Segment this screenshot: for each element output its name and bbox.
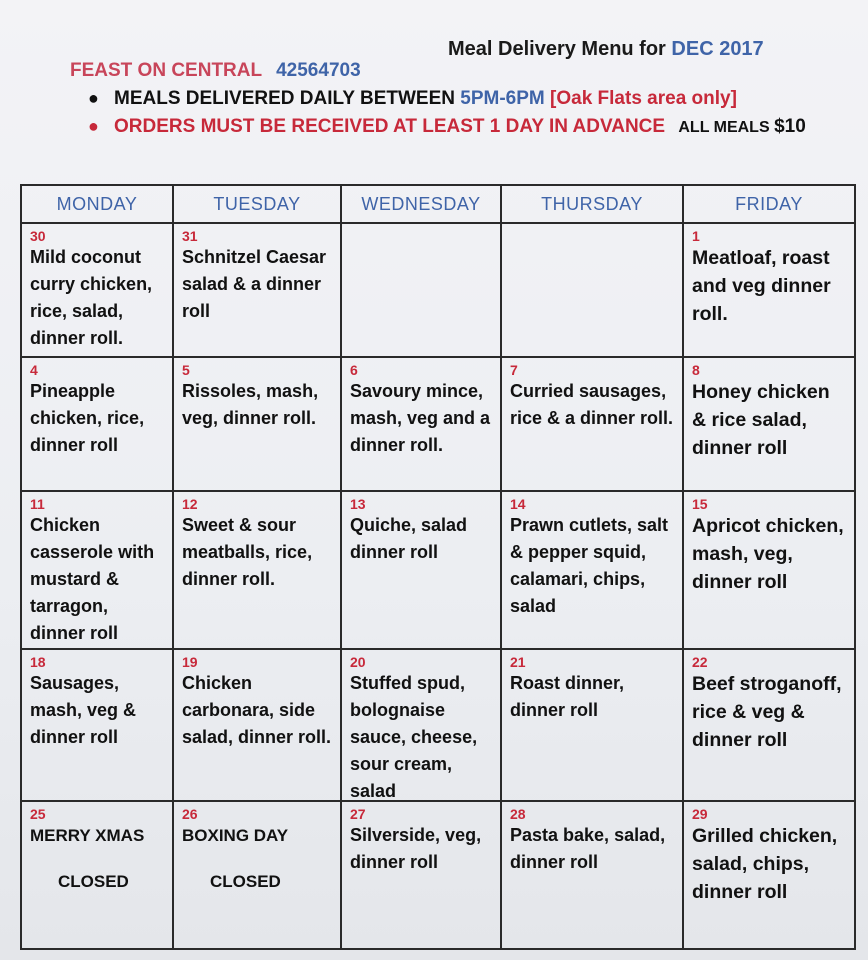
delivery-notes (88, 88, 858, 144)
meal-description: Chicken casserole with mustard & tarragon, dinner roll (30, 515, 155, 643)
weekday-header-monday: MONDAY (22, 186, 174, 224)
meal-description: Prawn cutlets, salt & pepper squid, calamari, chips, salad (510, 515, 669, 616)
day-cell (502, 492, 684, 650)
orders-note (88, 116, 858, 138)
day-number: 20 (350, 654, 366, 670)
day-number: 8 (692, 362, 700, 378)
day-cell (342, 492, 502, 650)
delivery-time: 5PM-6PM (460, 88, 545, 109)
day-number: 13 (350, 496, 366, 512)
meal-description: Roast dinner, dinner roll (510, 673, 625, 720)
day-number: 5 (182, 362, 190, 378)
day-cell (684, 492, 856, 650)
day-cell (684, 224, 856, 358)
day-cell (22, 650, 174, 802)
menu-title-prefix: Meal Delivery Menu for (448, 38, 666, 60)
meal-description: Sweet & sour meatballs, rice, dinner roll. (182, 515, 313, 589)
day-cell (174, 358, 342, 492)
day-cell (174, 492, 342, 650)
day-number: 12 (182, 496, 198, 512)
day-cell (502, 650, 684, 802)
meal-description: Savoury mince, mash, veg and a dinner roll. (350, 381, 491, 455)
delivery-prefix: MEALS DELIVERED DAILY BETWEEN (114, 88, 455, 109)
menu-title-month: DEC 2017 (671, 38, 764, 60)
meal-description: Grilled chicken, salad, chips, dinner roll (692, 825, 838, 903)
day-number: 22 (692, 654, 708, 670)
weekday-header-friday: FRIDAY (684, 186, 856, 224)
meal-description: Schnitzel Caesar salad & a dinner roll (182, 247, 327, 321)
weekday-header-wednesday: WEDNESDAY (342, 186, 502, 224)
day-cell (174, 802, 342, 950)
day-number: 28 (510, 806, 526, 822)
delivery-note (88, 88, 858, 110)
day-number: 1 (692, 228, 700, 244)
day-cell (502, 358, 684, 492)
meal-description: Beef stroganoff, rice & veg & dinner roll (692, 673, 842, 751)
day-cell (684, 358, 856, 492)
day-cell (174, 650, 342, 802)
weekday-header-tuesday: TUESDAY (174, 186, 342, 224)
business-phone: 42564703 (276, 60, 361, 81)
day-cell (684, 650, 856, 802)
meal-description: Rissoles, mash, veg, dinner roll. (182, 381, 319, 428)
day-cell (502, 224, 684, 358)
holiday-name: MERRY XMAS (30, 826, 145, 845)
day-number: 6 (350, 362, 358, 378)
closed-label: CLOSED (58, 872, 129, 891)
day-cell (174, 224, 342, 358)
meal-description: Silverside, veg, dinner roll (350, 825, 482, 872)
price-value: $10 (774, 116, 806, 137)
delivery-area: [Oak Flats area only] (550, 88, 737, 109)
day-number: 4 (30, 362, 38, 378)
day-number: 15 (692, 496, 708, 512)
day-number: 30 (30, 228, 46, 244)
meal-description: Sausages, mash, veg & dinner roll (30, 673, 137, 747)
meal-description: Pasta bake, salad, dinner roll (510, 825, 666, 872)
day-cell (342, 358, 502, 492)
day-cell (22, 492, 174, 650)
meal-description: Chicken carbonara, side salad, dinner roll. (182, 673, 332, 747)
meal-description: Pineapple chicken, rice, dinner roll (30, 381, 145, 455)
day-cell (22, 802, 174, 950)
meal-description: Meatloaf, roast and veg dinner roll. (692, 247, 831, 325)
menu-title (448, 38, 764, 61)
business-name: FEAST ON CENTRAL (70, 60, 263, 81)
day-number: 11 (30, 496, 45, 512)
day-number: 7 (510, 362, 518, 378)
day-cell (502, 802, 684, 950)
day-number: 31 (182, 228, 198, 244)
business-heading (70, 60, 361, 82)
day-cell (22, 224, 174, 358)
meal-description: Quiche, salad dinner roll (350, 515, 468, 562)
closed-label: CLOSED (210, 872, 281, 891)
price-prefix: ALL MEALS (678, 119, 770, 136)
day-cell (342, 650, 502, 802)
day-number: 19 (182, 654, 198, 670)
day-cell (342, 224, 502, 358)
day-number: 18 (30, 654, 46, 670)
day-number: 29 (692, 806, 708, 822)
holiday-name: BOXING DAY (182, 826, 289, 845)
meal-description: Apricot chicken, mash, veg, dinner roll (692, 515, 844, 593)
weekday-header-thursday: THURSDAY (502, 186, 684, 224)
day-number: 14 (510, 496, 526, 512)
day-number: 21 (510, 654, 526, 670)
meal-description: Mild coconut curry chicken, rice, salad, dinner roll. (30, 247, 153, 348)
orders-text: ORDERS MUST BE RECEIVED AT LEAST 1 DAY IN ADVANCE (114, 116, 666, 137)
day-number: 27 (350, 806, 366, 822)
day-cell (22, 358, 174, 492)
day-cell (342, 802, 502, 950)
bullet-icon: ● (88, 88, 99, 108)
menu-calendar (20, 184, 856, 950)
day-number: 25 (30, 806, 46, 822)
bullet-icon: ● (88, 116, 99, 136)
meal-description: Honey chicken & rice salad, dinner roll (692, 381, 830, 459)
meal-description: Curried sausages, rice & a dinner roll. (510, 381, 674, 428)
meal-description: Stuffed spud, bolognaise sauce, cheese, sour cream, salad (350, 673, 478, 801)
day-cell (684, 802, 856, 950)
day-number: 26 (182, 806, 198, 822)
